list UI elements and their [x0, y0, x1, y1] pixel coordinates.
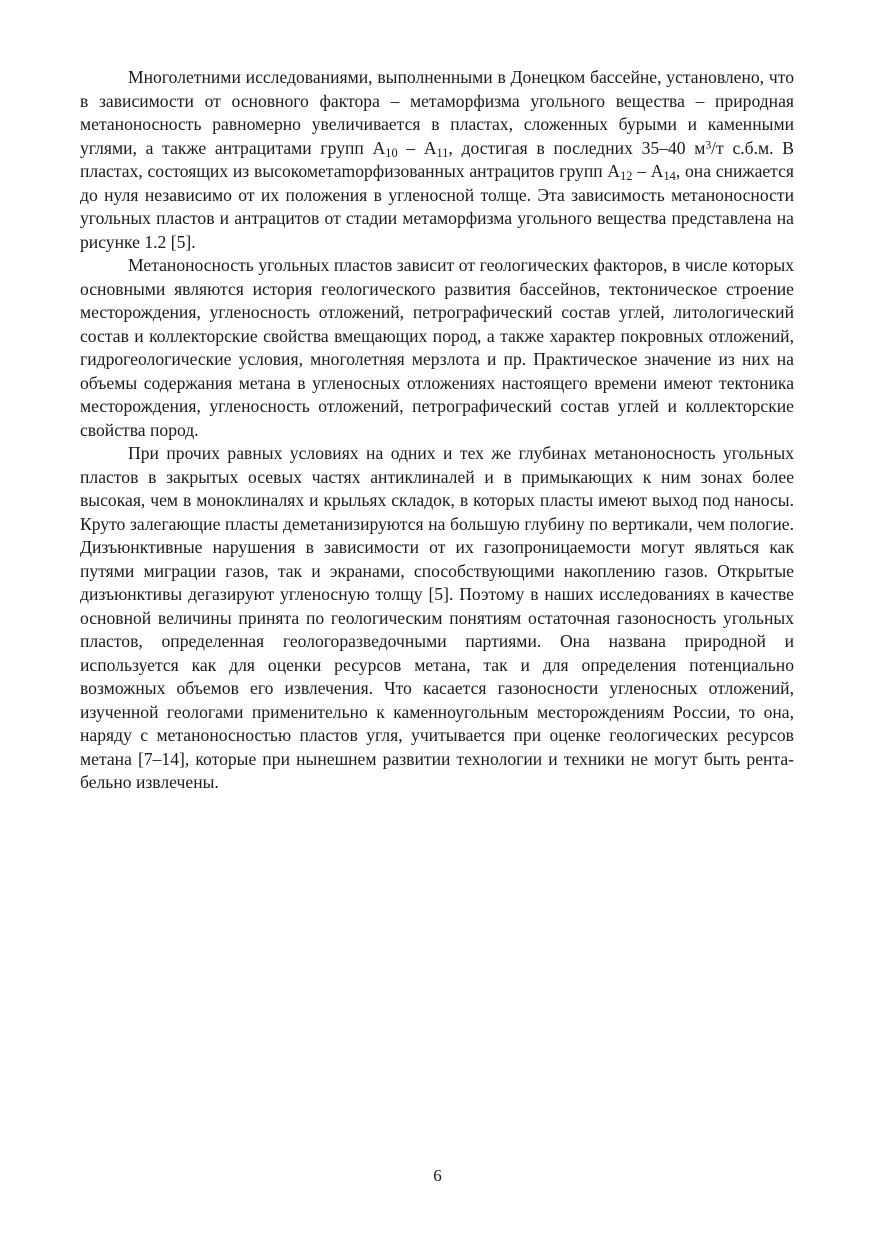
paragraph-1-part-6: , она снижается до нуля независимо от их положения в угленосной толще. Эта зависимость метаноносности угольных пластов и антрацитов от стадии метаморфизма угольного вещества представлена на рисунке 1.2 [5].: [80, 161, 794, 252]
paragraph-1-part-2: – А: [397, 137, 437, 158]
paragraph-3: При прочих равных условиях на одних и тех же глубинах метаноносность угольных пластов в закрытых осевых частях антиклиналей и в примыкающих к ним зонах более высокая, чем в моноклиналях и крыльях складок, в которых пласты имеют выход под наносы. Круто залегающие пласты деметанизируются на большую глубину по вертикали, чем пологие. Дизъюнктивные нарушения в зависимости от их газопроницаемости могут являться как путями миграции газов, так и экранами, способствующими накоплению газов. Открытые дизъюнктивы дегазируют угленосную толщу [5]. Поэтому в наших исследованиях в качестве основной величины принята по геологическим понятиям остаточная газоносность угольных пластов, определенная геологоразведочными партиями. Она названа природной и используется как для оценки ресурсов метана, так и для определения потенциально возможных объемов его извлечения. Что касается газоносности угленосных отложений, изученной геологами применительно к каменноугольным месторождениям России, то она, наряду с метаноносностью пластов угля, учитывается при оценке геологических ресурсов метана [7–14], которые при нынешнем развитии технологии и техники не могут быть рентабельно извлечены.: [80, 443, 794, 792]
paragraph-1-part-5: – А: [632, 161, 664, 181]
subscript-a11: 11: [436, 145, 449, 160]
subscript-a12: 12: [620, 169, 633, 184]
paragraph-1-part-1: Многолетними исследованиями, выполненными в Донецком бассейне, установлено, что в зависимости от основного фактора – метаморфизма угольного вещества – природная метаноносность равномерно увеличивается в пластах, сложенных бурыми и каменными углями, а также антрацитами групп А: [80, 67, 794, 158]
paragraph-1-part-4: /т с.б.м. В пластах, состоящих из высокометаmорфизованных антрацитов групп А: [80, 137, 794, 181]
paragraph-2: Метаноносность угольных пластов зависит от геологических факторов, в числе которых основными являются история геологического развития бассейнов, тектоническое строение месторождения, угленосность отложений, петрографический состав углей, литологический состав и коллекторские свойства вмещающих пород, а также характер покровных отложений, гидрогеологические условия, многолетняя мерзлота и пр. Практическое значение из них на объемы содержания метана в угленосных отложениях настоящего времени имеют тектоника месторождения, угленосность отложений, петрографический состав углей и коллекторские свойства пород.: [80, 255, 794, 440]
paragraph-1-part-3: , достигая в последних 35–40 м: [448, 137, 706, 158]
superscript-m3: 3: [705, 138, 712, 151]
subscript-a10: 10: [385, 145, 398, 160]
page-number: 6: [433, 1166, 442, 1185]
body-text: [80, 66, 794, 795]
paragraph-1: [80, 66, 794, 254]
subscript-a14: 14: [663, 169, 676, 184]
